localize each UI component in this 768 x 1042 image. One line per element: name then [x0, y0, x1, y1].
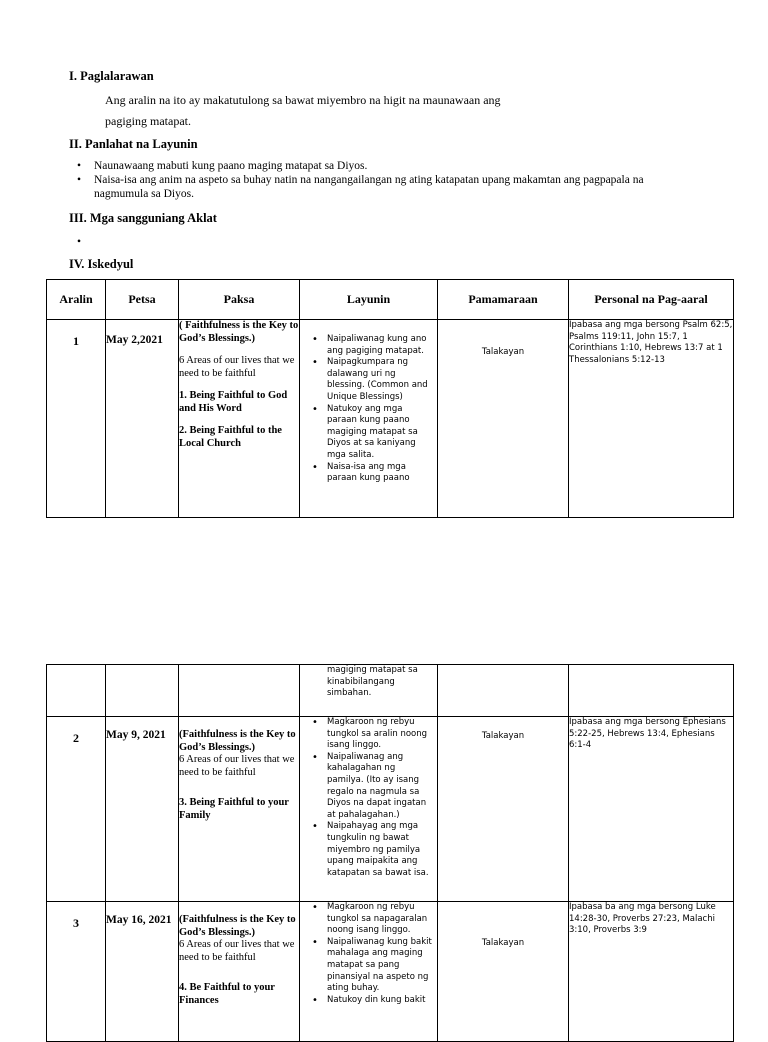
section-heading-paglalarawan: I. Paglalarawan — [69, 69, 154, 83]
objectives-list — [74, 159, 674, 201]
section-heading-iskedyul: IV. Iskedyul — [69, 257, 134, 271]
layunin-cell — [300, 320, 438, 518]
pamamaraan-cell: Talakayan — [438, 717, 569, 902]
table-row — [47, 320, 734, 518]
layunin-item: • Naipaliwanag kung ano ang pagiging matapat. — [300, 334, 433, 357]
personal-cell: Ipabasa ang mga bersong Ephesians 5:22-25, Hebrews 13:4, Ephesians 6:1-4 — [569, 717, 734, 902]
table-row — [47, 665, 734, 717]
layunin-item: • Naipaliwanag kung bakit mahalaga ang maging matapat sa pang pinansiyal na aspeto ng ating buhay. — [300, 937, 433, 995]
layunin-item: • Natukoy ang mga paraan kung paano magiging matapat sa Diyos at sa kaniyang mga salita. — [300, 404, 433, 462]
aralin-cell: 1 — [47, 320, 106, 518]
aralin-cell: 3 — [47, 902, 106, 1042]
table-header-row — [47, 280, 734, 320]
table-row — [47, 717, 734, 902]
description-line-1: Ang aralin na ito ay makatutulong sa bawat miyembro na higit na maunawaan ang — [105, 93, 501, 107]
petsa-cell: May 2,2021 — [106, 320, 179, 518]
aralin-cell: 2 — [47, 717, 106, 902]
layunin-item: • Naisa-isa ang mga paraan kung paano — [300, 462, 433, 485]
description-line-2: pagiging matapat. — [105, 114, 191, 128]
layunin-item: • Natukoy din kung bakit — [300, 995, 433, 1007]
petsa-cell: May 9, 2021 — [106, 717, 179, 902]
paksa-cell: (Faithfulness is the Key to God’s Blessings.) 6 Areas of our lives that we need to be faithful 3. Being Faithful to your Family — [179, 717, 300, 902]
header-personal: Personal na Pag-aaral — [569, 280, 734, 320]
section-heading-layunin: II. Panlahat na Layunin — [69, 137, 198, 151]
header-layunin: Layunin — [300, 280, 438, 320]
pamamaraan-cell: Talakayan — [438, 902, 569, 1042]
layunin-item: • Naipahayag ang mga tungkulin ng bawat miyembro ng pamilya upang maipakita ang katapatan sa bawat isa. — [300, 821, 433, 879]
personal-cell: Ipabasa ang mga bersong Psalm 62:5, Psalms 119:11, John 15:7, 1 Corinthians 1:10, Hebrews 13:7 at 1 Thessalonians 5:12-13 — [569, 320, 734, 518]
paksa-cell: ( Faithfulness is the Key to God’s Blessings.) 6 Areas of our lives that we need to be faithful 1. Being Faithful to God and His Word 2. Being Faithful to the Local Church — [179, 320, 300, 518]
layunin-cell — [300, 902, 438, 1042]
layunin-cell — [300, 717, 438, 902]
header-petsa: Petsa — [106, 280, 179, 320]
schedule-table — [46, 279, 734, 518]
layunin-item: • Magkaroon ng rebyu tungkol sa napagaralan noong isang linggo. — [300, 902, 433, 937]
layunin-item: • Naipaliwanag ang kahalagahan ng pamilya. (Ito ay isang regalo na nagmula sa Diyos na dapat ingatan at pahalagahan.) — [300, 752, 433, 822]
header-aralin: Aralin — [47, 280, 106, 320]
objective-item: • Naunawaang mabuti kung paano maging matapat sa Diyos. — [74, 159, 674, 173]
pamamaraan-cell: Talakayan — [438, 320, 569, 518]
layunin-item: • Magkaroon ng rebyu tungkol sa aralin noong isang linggo. — [300, 717, 433, 752]
objective-item: • Naisa-isa ang anim na aspeto sa buhay natin na nangangailangan ng ating katapatan upang makamtan ang pagpapala na nagmumula sa Diyos. — [74, 173, 674, 201]
header-pamamaraan: Pamamaraan — [438, 280, 569, 320]
schedule-table-continued — [46, 664, 734, 1042]
table-row — [47, 902, 734, 1042]
layunin-item: • Naipagkumpara ng dalawang uri ng blessing. (Common and Unique Blessings) — [300, 357, 433, 403]
petsa-cell: May 16, 2021 — [106, 902, 179, 1042]
paksa-cell: (Faithfulness is the Key to God’s Blessings.) 6 Areas of our lives that we need to be faithful 4. Be Faithful to your Finances — [179, 902, 300, 1042]
personal-cell: Ipabasa ba ang mga bersong Luke 14:28-30, Proverbs 27:23, Malachi 3:10, Proverbs 3:9 — [569, 902, 734, 1042]
header-paksa: Paksa — [179, 280, 300, 320]
layunin-continuation-cell: magiging matapat sa kinabibilangang simbahan. — [300, 665, 438, 717]
section-heading-aklat: III. Mga sangguniang Aklat — [69, 211, 217, 225]
